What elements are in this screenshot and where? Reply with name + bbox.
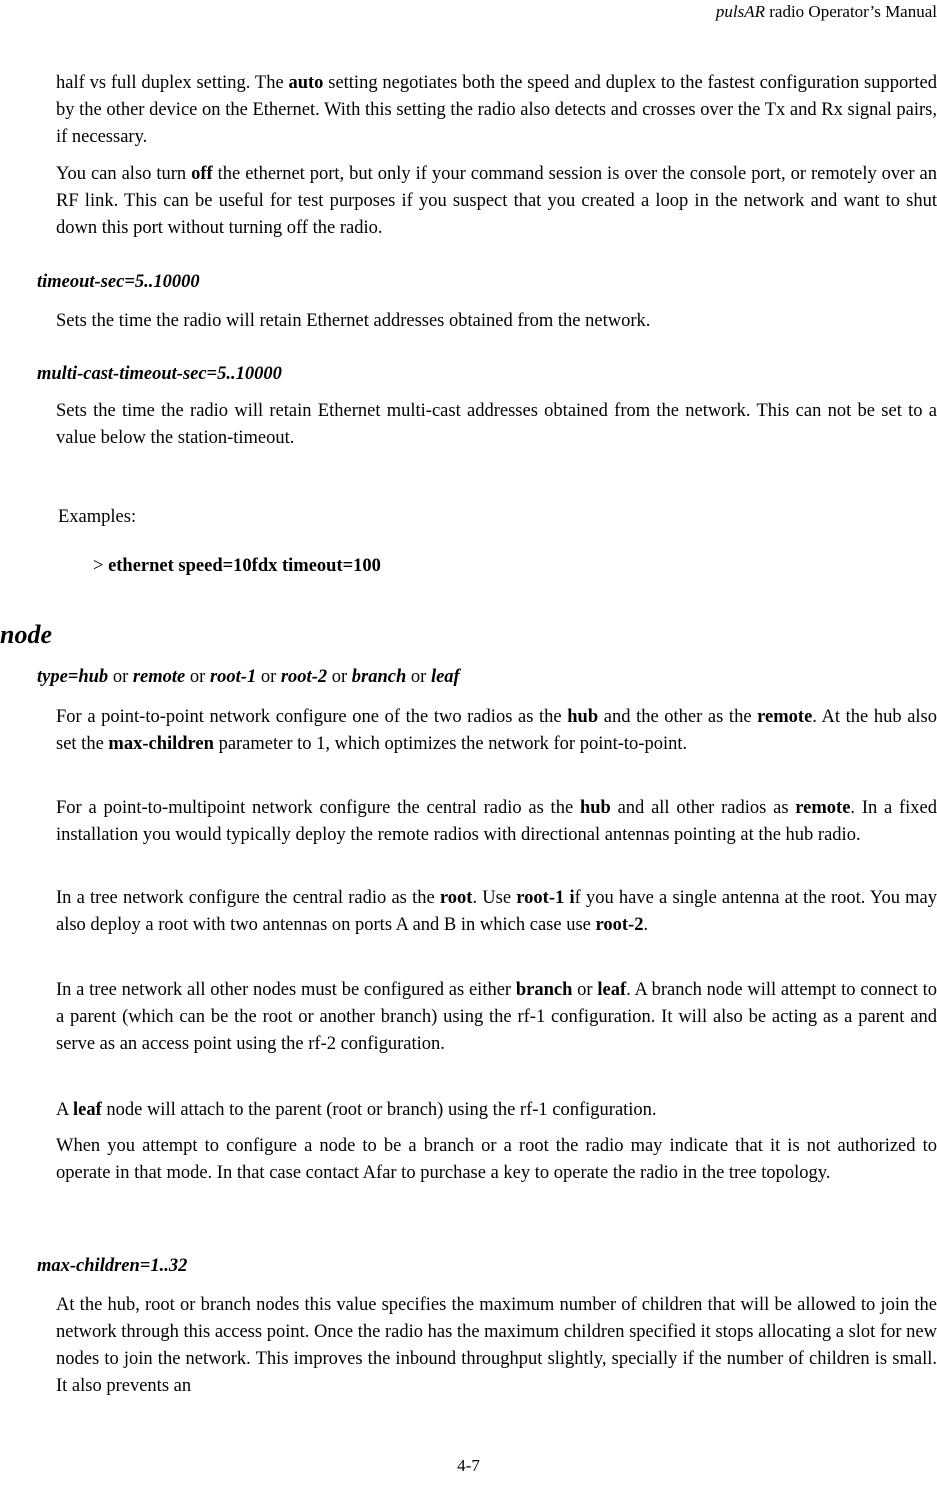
examples-label: Examples:: [58, 507, 137, 527]
param_type-run-1: or: [108, 667, 133, 687]
p9-run-0: A: [56, 1100, 73, 1120]
param-timeout-sec: timeout-sec=5..10000: [37, 272, 200, 292]
p8-run-1: branch: [515, 980, 573, 1000]
running-header: [716, 2, 937, 22]
p6-run-3: remote: [795, 798, 851, 818]
p5-run-4: . At the hub also set the: [56, 707, 937, 754]
p2-run-2: the ethernet port, but only if your command session is over the console port, or remotely over an RF link. This can be useful for test purposes if you suspect that you created a loop in the network and want to shut down this port without turning off the radio.: [56, 164, 937, 238]
param_type-run-0: type=hub: [37, 667, 109, 687]
param_type-run-8: branch: [351, 667, 407, 687]
paragraph-point-to-point: [56, 704, 937, 758]
p5-run-0: For a point-to-point network configure one of the two radios as the: [56, 707, 568, 727]
param_type-run-4: root-1: [209, 667, 257, 687]
param_type-run-5: or: [256, 667, 281, 687]
param-type: [37, 664, 460, 690]
p7-run-0: In a tree network configure the central radio as the: [56, 888, 440, 908]
paragraph-point-to-multipoint: [56, 795, 937, 849]
p5-run-3: remote: [757, 707, 813, 727]
p6-run-4: . In a fixed installation you would typically deploy the remote radios with directional antennas pointing at the hub radio.: [56, 798, 937, 845]
command-title-node: node: [0, 620, 52, 649]
paragraph-leaf: [56, 1097, 937, 1124]
p6-run-0: For a point-to-multipoint network configure the central radio as the: [56, 798, 580, 818]
p2-run-0: You can also turn: [56, 164, 192, 184]
p1-run-1: auto: [288, 73, 324, 93]
p6-run-1: hub: [579, 798, 611, 818]
p5-run-6: parameter to 1, which optimizes the network for point-to-point.: [213, 734, 688, 754]
p7-run-1: root: [439, 888, 473, 908]
param_type-run-3: or: [185, 667, 210, 687]
p7-run-4: f you have a single antenna at the root. You may also deploy a root with two antennas on ports A and B in which case use: [56, 888, 937, 935]
paragraph-branch-leaf: [56, 977, 937, 1058]
p5-run-1: hub: [567, 707, 599, 727]
p3-run-0: Sets the time the radio will retain Ethernet addresses obtained from the network.: [56, 311, 651, 331]
param_type-run-6: root-2: [280, 667, 328, 687]
p8-run-2: or: [572, 980, 598, 1000]
example-prompt: >: [93, 556, 109, 576]
p7-run-2: . Use: [472, 888, 517, 908]
param_type-run-9: or: [406, 667, 431, 687]
param_type-run-7: or: [327, 667, 352, 687]
example-command-line: [93, 553, 381, 580]
header-product: pulsAR: [715, 2, 765, 21]
p1-run-2: setting negotiates both the speed and duplex to the fastest configuration supported by the other device on the Ethernet. With this setting the radio also detects and crosses over the Tx and Rx signal pairs, if necessary.: [56, 73, 937, 147]
param-max-children: max-children=1..32: [37, 1256, 188, 1276]
p6-run-2: and all other radios as: [610, 798, 796, 818]
param_type-run-10: leaf: [430, 667, 460, 687]
p5-run-2: and the other as the: [598, 707, 758, 727]
p2-run-1: off: [191, 164, 213, 184]
paragraph-timeout: [56, 308, 937, 335]
page-number: 4-7: [457, 1456, 480, 1475]
p9-run-2: node will attach to the parent (root or branch) using the rf-1 configuration.: [101, 1100, 657, 1120]
p9-run-1: leaf: [72, 1100, 102, 1120]
p5-run-5: max-children: [108, 734, 214, 754]
p8-run-4: . A branch node will attempt to connect to a parent (which can be the root or another branch) using the rf-1 configuration. It will also be acting as a parent and serve as an access point using the rf-2 configuration.: [56, 980, 937, 1054]
p11-run-0: At the hub, root or branch nodes this value specifies the maximum number of children that will be allowed to join the network through this access point. Once the radio has the maximum children specified it stops allocating a slot for new nodes to join the network. This improves the inbound throughput slightly, specially if the number of children is small. It also prevents an: [56, 1295, 937, 1396]
p4-run-0: Sets the time the radio will retain Ethernet multi-cast addresses obtained from the network. This can not be set to a value below the station-timeout.: [56, 401, 937, 448]
p10-run-0: When you attempt to configure a node to be a branch or a root the radio may indicate that it is not authorized to operate in that mode. In that case contact Afar to purchase a key to operate the radio in the tree topology.: [56, 1136, 937, 1183]
paragraph-tree-root: [56, 885, 937, 939]
paragraph-max-children: [56, 1292, 937, 1400]
p8-run-3: leaf: [597, 980, 627, 1000]
paragraph-duplex: [56, 70, 937, 151]
p7-run-6: .: [643, 915, 649, 935]
p1-run-0: half vs full duplex setting. The: [56, 73, 289, 93]
paragraph-multicast: [56, 398, 937, 452]
param_type-run-2: remote: [132, 667, 186, 687]
paragraph-off: [56, 161, 937, 242]
p7-run-5: root-2: [595, 915, 644, 935]
paragraph-authorization: [56, 1133, 937, 1187]
header-title: radio Operator’s Manual: [765, 2, 937, 21]
p7-run-3: root-1 i: [516, 888, 575, 908]
param-multi-cast-timeout: multi-cast-timeout-sec=5..10000: [37, 364, 282, 384]
p8-run-0: In a tree network all other nodes must be configured as either: [56, 980, 516, 1000]
example-command: ethernet speed=10fdx timeout=100: [108, 556, 381, 576]
